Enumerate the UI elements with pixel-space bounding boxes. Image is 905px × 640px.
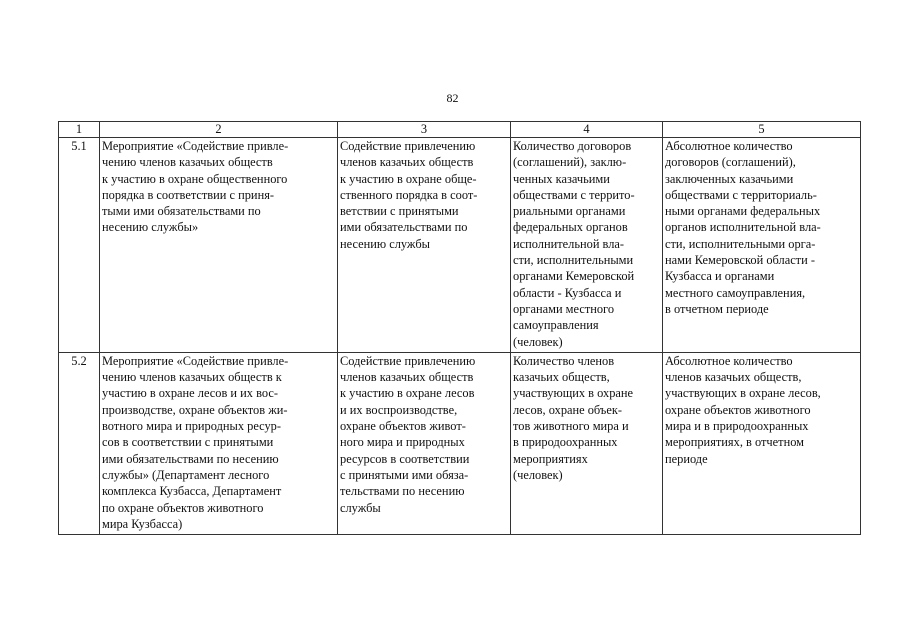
header-cell-4: 4	[511, 122, 663, 138]
cell-text-line: договоров (соглашений),	[665, 155, 796, 170]
cell-text-line: мира Кузбасса)	[102, 516, 183, 531]
cell-text-line: казачьих обществ,	[513, 370, 610, 385]
cell-text-line: с принятыми ими обяза-	[340, 467, 469, 482]
cell-text-line: периоде	[665, 451, 708, 466]
indicator-table	[58, 121, 861, 535]
cell-text-line: охране объектов животного	[665, 402, 811, 417]
cell-text-line: по охране объектов животного	[102, 500, 264, 515]
cell-text-line: Содействие привлечению	[340, 139, 476, 153]
cell-text-line: Абсолютное количество	[665, 353, 793, 368]
header-cell-3: 3	[338, 122, 511, 138]
cell-text-line: риальными органами	[513, 204, 626, 219]
cell-text-line: мира и в природоохранных	[665, 419, 809, 434]
cell-text-line: тельствами по несению	[340, 484, 465, 499]
cell-text-line: ственного порядка в соот-	[340, 187, 478, 202]
cell-text-line: Количество договоров	[513, 139, 632, 153]
cell-text-line: к участию в охране общественного	[102, 171, 288, 186]
cell-text-line: самоуправления	[513, 318, 599, 333]
cell-text-line: сти, исполнительными	[513, 253, 634, 268]
cell-text-line: органами местного	[513, 301, 615, 316]
indicator-cell	[511, 352, 663, 534]
cell-text-line: (человек)	[513, 334, 563, 349]
cell-text-line: органов исполнительной вла-	[665, 220, 821, 235]
page-number: 82	[446, 91, 459, 105]
row-number-cell: 5.2	[59, 352, 100, 534]
cell-text-line: области - Кузбасса и	[513, 285, 622, 300]
indicator-cell	[511, 138, 663, 353]
cell-text-line: ными органами федеральных	[665, 204, 821, 219]
activity-cell	[100, 352, 338, 534]
content-cell	[338, 352, 511, 534]
cell-text-line: к участию в охране лесов	[340, 386, 475, 401]
cell-text-line: участвующих в охране	[513, 386, 634, 401]
cell-text-line: и их воспроизводстве,	[340, 402, 458, 417]
cell-text-line: сов в соответствии с принятыми	[102, 435, 274, 450]
row-number-cell: 5.1	[59, 138, 100, 353]
cell-text-line: Мероприятие «Содействие привле-	[102, 353, 289, 368]
content-cell	[338, 138, 511, 353]
cell-text-line: местного самоуправления,	[665, 285, 806, 300]
cell-text-line: обществами с территориаль-	[665, 187, 817, 202]
cell-text-line: ветствии с принятыми	[340, 204, 459, 219]
cell-text-line: Абсолютное количество	[665, 139, 793, 153]
cell-text-line: мероприятиях	[513, 451, 588, 466]
cell-text-line: в отчетном периоде	[665, 301, 769, 316]
cell-text-line: ими обязательствами по	[340, 220, 468, 235]
cell-text-line: чению членов казачьих обществ	[102, 155, 273, 170]
cell-text-line: участию в охране лесов и их вос-	[102, 386, 278, 401]
cell-text-line: порядка в соответствии с приня-	[102, 187, 275, 202]
cell-text-line: несению службы	[340, 236, 430, 251]
cell-text-line: тов животного мира и	[513, 419, 629, 434]
table-header-row	[59, 122, 861, 138]
cell-text-line: комплекса Кузбасса, Департамент	[102, 484, 282, 499]
cell-text-line: мероприятиях, в отчетном	[665, 435, 804, 450]
cell-text-line: в природоохранных	[513, 435, 618, 450]
cell-text-line: производстве, охране объектов жи-	[102, 402, 288, 417]
cell-text-line: сти, исполнительными орга-	[665, 236, 816, 251]
cell-text-line: органами Кемеровской	[513, 269, 635, 284]
table-row	[59, 138, 861, 353]
cell-text-line: ими обязательствами по несению	[102, 451, 279, 466]
cell-text-line: заключенных казачьими	[665, 171, 794, 186]
cell-text-line: (человек)	[513, 467, 563, 482]
header-cell-1: 1	[59, 122, 100, 138]
table-row	[59, 352, 861, 534]
cell-text-line: (соглашений), заклю-	[513, 155, 627, 170]
cell-text-line: службы» (Департамент лесного	[102, 467, 270, 482]
header-cell-5: 5	[663, 122, 861, 138]
activity-cell	[100, 138, 338, 353]
cell-text-line: Мероприятие «Содействие привле-	[102, 139, 289, 153]
cell-text-line: вотного мира и природных ресур-	[102, 419, 281, 434]
cell-text-line: Содействие привлечению	[340, 353, 476, 368]
cell-text-line: ресурсов в соответствии	[340, 451, 470, 466]
cell-text-line: к участию в охране обще-	[340, 171, 477, 186]
cell-text-line: тыми ими обязательствами по	[102, 204, 261, 219]
cell-text-line: нами Кемеровской области -	[665, 253, 815, 268]
method-cell	[663, 138, 861, 353]
cell-text-line: охране объектов живот-	[340, 419, 466, 434]
cell-text-line: лесов, охране объек-	[513, 402, 622, 417]
cell-text-line: Количество членов	[513, 353, 615, 368]
cell-text-line: несению службы»	[102, 220, 199, 235]
cell-text-line: ченных казачьими	[513, 171, 610, 186]
cell-text-line: федеральных органов	[513, 220, 628, 235]
cell-text-line: членов казачьих обществ	[340, 370, 474, 385]
method-cell	[663, 352, 861, 534]
cell-text-line: ного мира и природных	[340, 435, 465, 450]
cell-text-line: Кузбасса и органами	[665, 269, 775, 284]
cell-text-line: исполнительной вла-	[513, 236, 625, 251]
cell-text-line: службы	[340, 500, 381, 515]
header-cell-2: 2	[100, 122, 338, 138]
cell-text-line: чению членов казачьих обществ к	[102, 370, 282, 385]
cell-text-line: членов казачьих обществ	[340, 155, 474, 170]
cell-text-line: участвующих в охране лесов,	[665, 386, 821, 401]
cell-text-line: членов казачьих обществ,	[665, 370, 802, 385]
cell-text-line: обществами с террито-	[513, 187, 635, 202]
